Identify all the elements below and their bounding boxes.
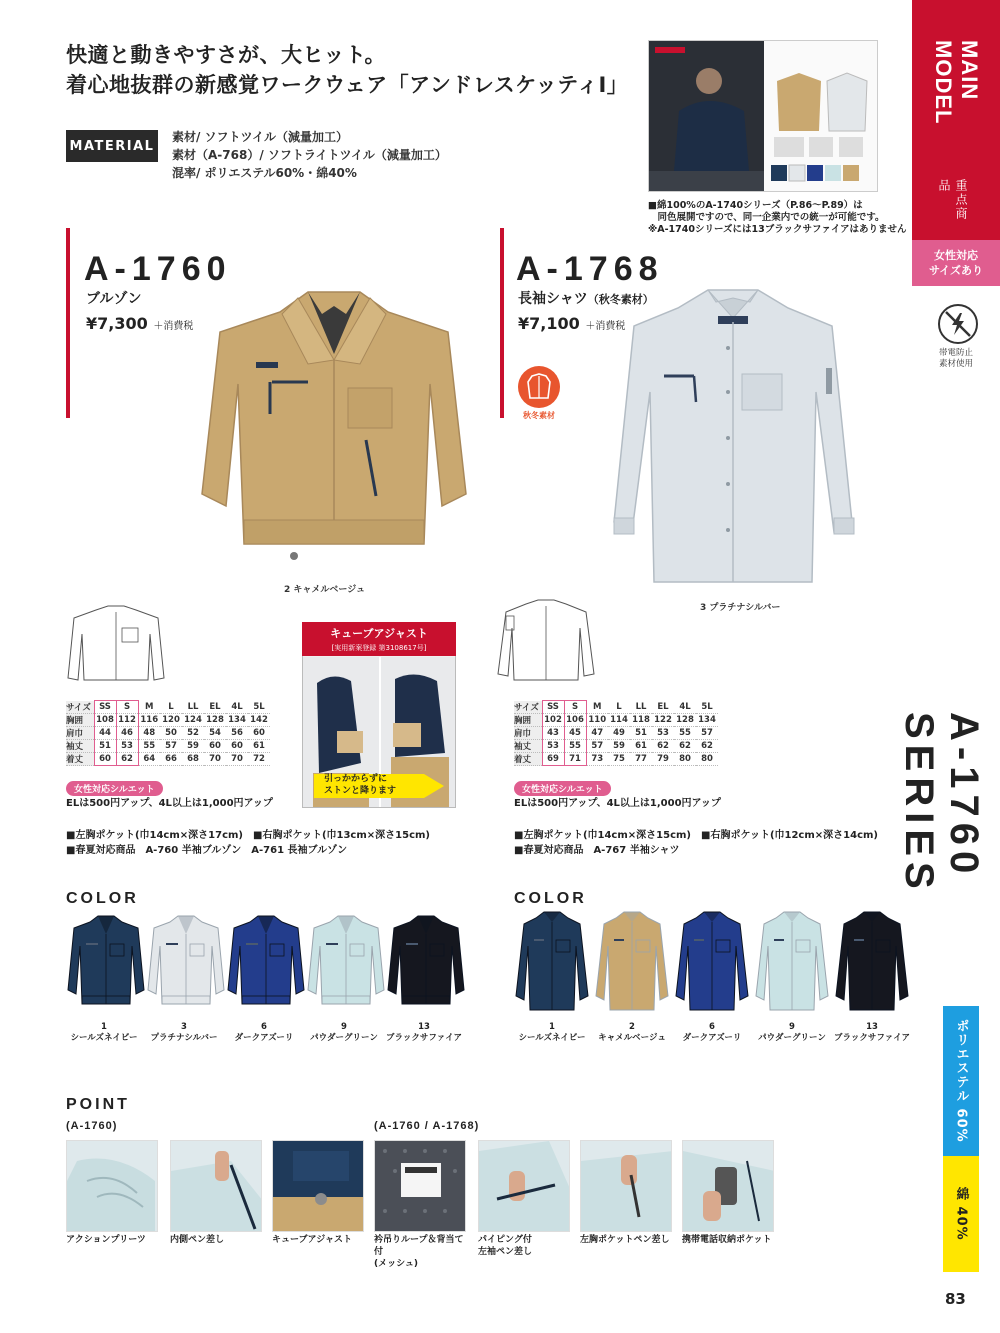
color-swatch-image: [594, 910, 670, 1018]
color-number: 6: [261, 1022, 267, 1032]
shirt-color-row: [512, 910, 912, 1054]
ladies-silhouette-tag: [514, 777, 611, 796]
thumbnail-note: [648, 200, 907, 236]
size-header-row: [66, 701, 270, 714]
size-cell: 52: [182, 727, 204, 740]
color-swatch: [592, 910, 672, 1050]
size-cell: 肩巾: [66, 727, 94, 740]
size-cell: 80: [674, 753, 696, 766]
size-cell: 着丈: [514, 753, 542, 766]
size-cell: 59: [182, 740, 204, 753]
point-photo: [580, 1140, 672, 1232]
shirt-season-icon: [518, 366, 560, 408]
size-row: [66, 753, 270, 766]
size-header-cell: サイズ: [514, 701, 542, 714]
color-swatch-image: [674, 910, 750, 1018]
size-cell: 55: [138, 740, 160, 753]
point-group-label: (A-1760): [66, 1120, 118, 1132]
color-swatch-image: [754, 910, 830, 1018]
point-photo: [682, 1140, 774, 1232]
blouson-line-drawing: [66, 604, 166, 686]
caption-num: 2: [284, 585, 291, 595]
cube-arrow-line: 引っかからずに: [324, 774, 388, 784]
size-cell: 70: [226, 753, 248, 766]
size-cell: 55: [564, 740, 586, 753]
page-number: 83: [945, 1290, 966, 1308]
color-swatch-image: [306, 914, 386, 1014]
size-cell: 75: [608, 753, 630, 766]
size-row: [514, 740, 718, 753]
cube-arrow-line: ストンと降ります: [324, 786, 397, 796]
size-cell: 44: [94, 727, 116, 740]
point-label: (メッシュ): [374, 1259, 419, 1269]
cube-registration: [実用新案登録 第3108617号]: [331, 644, 427, 652]
blouson-color-row: [64, 914, 464, 1054]
size-cell: 54: [204, 727, 226, 740]
series-title: A-1760 SERIES: [897, 712, 986, 895]
size-cell: 60: [226, 740, 248, 753]
size-cell: 胸囲: [66, 714, 94, 727]
shirt-image: [600, 282, 866, 592]
point-photo: [66, 1140, 158, 1232]
color-number: 13: [418, 1022, 430, 1032]
size-header-cell: LL: [630, 701, 652, 714]
color-number: 1: [549, 1022, 555, 1032]
blouson-image: [198, 284, 470, 574]
size-cell: 110: [586, 714, 608, 727]
color-name: ダークアズーリ: [234, 1033, 294, 1043]
antistatic-icon: [938, 304, 978, 344]
size-row: [514, 727, 718, 740]
price-tax: ＋消費税: [153, 321, 194, 332]
image-caption: [700, 600, 780, 613]
ladies-silhouette-tag: [66, 777, 163, 796]
size-header-row: [514, 701, 718, 714]
size-cell: 47: [586, 727, 608, 740]
size-cell: 50: [160, 727, 182, 740]
product-name: ブルゾン: [86, 291, 142, 307]
color-name: シールズネイビー: [518, 1033, 586, 1043]
point-label: 左袖ペン差し: [478, 1247, 533, 1257]
size-cell: 62: [674, 740, 696, 753]
size-cell: 142: [248, 714, 270, 727]
color-swatch-image: [226, 914, 306, 1014]
caption-name: プラチナシルバー: [709, 603, 781, 613]
size-cell: 102: [542, 714, 564, 727]
season-badge-label: 秋冬素材: [523, 411, 555, 420]
color-name: シールズネイビー: [70, 1033, 138, 1043]
material-badge: MATERIAL: [66, 130, 158, 162]
size-cell: 60: [204, 740, 226, 753]
color-name: ダークアズーリ: [682, 1033, 742, 1043]
size-note: ELは500円アップ、4L以上は1,000円アップ: [66, 798, 273, 809]
ladies-size-line: 女性対応: [934, 249, 978, 262]
size-cell: 43: [542, 727, 564, 740]
color-swatch: [384, 914, 464, 1054]
spec-line: ■左胸ポケット(巾14cm×深さ15cm) ■右胸ポケット(巾12cm×深さ14cm): [514, 830, 878, 841]
point-label: 内側ペン差し: [170, 1235, 225, 1245]
point-title: POINT: [66, 1096, 130, 1113]
color-swatch-image: [514, 910, 590, 1018]
size-cell: 128: [674, 714, 696, 727]
point-photo: [478, 1140, 570, 1232]
size-header-cell: L: [608, 701, 630, 714]
point-label: 衿吊りループ＆背当て付: [374, 1235, 464, 1257]
size-header-cell: 4L: [674, 701, 696, 714]
point-label: キューブアジャスト: [272, 1235, 353, 1245]
size-header-cell: SS: [542, 701, 564, 714]
price-value: ¥7,100: [518, 314, 580, 333]
size-cell: 68: [182, 753, 204, 766]
size-cell: 118: [630, 714, 652, 727]
size-cell: 122: [652, 714, 674, 727]
size-header-cell: S: [116, 701, 138, 714]
size-cell: 53: [116, 740, 138, 753]
size-cell: 61: [248, 740, 270, 753]
point-item: [682, 1140, 778, 1246]
size-cell: 69: [542, 753, 564, 766]
size-cell: 57: [160, 740, 182, 753]
size-row: [66, 740, 270, 753]
point-item: [374, 1140, 470, 1270]
thumbnail-note-line: 同色展開ですので、同一企業内での統一が可能です。: [648, 212, 885, 223]
point-item: [580, 1140, 676, 1246]
size-header-cell: サイズ: [66, 701, 94, 714]
size-cell: 袖丈: [66, 740, 94, 753]
size-header-cell: M: [138, 701, 160, 714]
size-header-cell: L: [160, 701, 182, 714]
color-name: キャメルベージュ: [598, 1033, 666, 1043]
size-cell: 51: [94, 740, 116, 753]
point-gallery: [66, 1140, 926, 1280]
caption-num: 3: [700, 603, 707, 613]
shirt-line-drawing: [496, 598, 596, 684]
point-item: [478, 1140, 574, 1258]
size-cell: 59: [608, 740, 630, 753]
size-cell: 着丈: [66, 753, 94, 766]
product-name-sub: （秋冬素材）: [587, 293, 654, 306]
color-swatch-image: [386, 914, 466, 1014]
material-lines: [172, 128, 447, 182]
size-cell: 134: [226, 714, 248, 727]
size-cell: 70: [204, 753, 226, 766]
color-number: 1: [101, 1022, 107, 1032]
size-cell: 57: [586, 740, 608, 753]
size-header-cell: 4L: [226, 701, 248, 714]
size-header-cell: LL: [182, 701, 204, 714]
color-swatch: [144, 914, 224, 1054]
size-cell: 55: [674, 727, 696, 740]
headline-line-1: 快適と動きやすさが、大ヒット。: [66, 43, 386, 67]
color-swatch: [304, 914, 384, 1054]
size-cell: 66: [160, 753, 182, 766]
size-cell: 116: [138, 714, 160, 727]
point-label: 携帯電話収納ポケット: [682, 1235, 772, 1245]
material-line: 素材/ ソフトツイル（減量加工）: [172, 130, 348, 144]
product-name-main: 長袖シャツ: [518, 291, 588, 307]
catalog-thumbnail: [648, 40, 878, 192]
size-cell: 77: [630, 753, 652, 766]
point-label: パイピング付: [478, 1235, 532, 1245]
spec-line: ■春夏対応商品 A-767 半袖シャツ: [514, 845, 680, 856]
point-group-label: (A-1760 / A-1768): [374, 1120, 480, 1132]
size-cell: 80: [696, 753, 718, 766]
size-cell: 64: [138, 753, 160, 766]
point-label: 左胸ポケットペン差し: [580, 1235, 670, 1245]
ladies-tag: 女性対応シルエット: [514, 781, 611, 796]
color-number: 13: [866, 1022, 878, 1032]
size-cell: 128: [204, 714, 226, 727]
size-cell: 62: [696, 740, 718, 753]
size-row: [514, 714, 718, 727]
main-model-title: MAIN MODEL: [931, 40, 982, 125]
size-header-cell: SS: [94, 701, 116, 714]
size-header-cell: S: [564, 701, 586, 714]
spec-block: [66, 828, 430, 858]
color-number: 6: [709, 1022, 715, 1032]
size-cell: 62: [116, 753, 138, 766]
ladies-size-badge: [912, 240, 1000, 286]
size-table: [514, 700, 718, 766]
caption-name: キャメルベージュ: [293, 585, 366, 595]
color-title: COLOR: [514, 890, 587, 907]
price-value: ¥7,300: [86, 314, 148, 333]
color-number: 3: [181, 1022, 187, 1032]
size-cell: 袖丈: [514, 740, 542, 753]
point-photo: [272, 1140, 364, 1232]
color-name: ブラックサファイア: [834, 1033, 910, 1043]
size-cell: 53: [652, 727, 674, 740]
main-model-label: [912, 40, 1000, 230]
size-cell: 46: [116, 727, 138, 740]
size-cell: 53: [542, 740, 564, 753]
size-cell: 73: [586, 753, 608, 766]
color-title: COLOR: [66, 890, 139, 907]
ladies-size-line: サイズあり: [928, 264, 984, 277]
antistatic-line: 素材使用: [938, 359, 973, 369]
point-label: アクションプリーツ: [66, 1235, 146, 1245]
color-number: 9: [789, 1022, 795, 1032]
color-swatch: [832, 910, 912, 1050]
color-swatch: [224, 914, 304, 1054]
cube-title: キューブアジャスト: [330, 627, 428, 640]
size-table: [66, 700, 270, 766]
image-caption: [284, 582, 365, 595]
size-header-cell: 5L: [248, 701, 270, 714]
point-photo: [374, 1140, 466, 1232]
size-header-cell: 5L: [696, 701, 718, 714]
size-cell: 49: [608, 727, 630, 740]
size-cell: 61: [630, 740, 652, 753]
size-header-cell: EL: [204, 701, 226, 714]
size-cell: 120: [160, 714, 182, 727]
size-row: [514, 753, 718, 766]
size-cell: 56: [226, 727, 248, 740]
cotton-band: 綿 40%: [943, 1156, 979, 1272]
antistatic-label: [912, 348, 1000, 370]
color-swatch: [512, 910, 592, 1050]
product-code: A-1768: [516, 250, 664, 288]
spec-line: ■左胸ポケット(巾14cm×深さ17cm) ■右胸ポケット(巾13cm×深さ15cm): [66, 830, 430, 841]
size-row: [66, 714, 270, 727]
color-swatch: [64, 914, 144, 1054]
antistatic-line: 帯電防止: [938, 348, 973, 358]
headline-line-2: 着心地抜群の新感覚ワークウェア「アンドレスケッティI」: [66, 73, 629, 97]
size-cell: 106: [564, 714, 586, 727]
size-cell: 72: [248, 753, 270, 766]
size-cell: 51: [630, 727, 652, 740]
color-name: パウダーグリーン: [758, 1033, 826, 1043]
product-accent-bar: [500, 228, 504, 418]
size-cell: 60: [248, 727, 270, 740]
size-header-cell: M: [586, 701, 608, 714]
size-cell: 114: [608, 714, 630, 727]
size-row: [66, 727, 270, 740]
color-name: プラチナシルバー: [150, 1033, 218, 1043]
material-line: 混率/ ポリエステル60%・綿40%: [172, 166, 357, 180]
color-swatch-image: [834, 910, 910, 1018]
size-cell: 60: [94, 753, 116, 766]
color-swatch: [752, 910, 832, 1050]
color-swatch: [672, 910, 752, 1050]
size-cell: 71: [564, 753, 586, 766]
cube-adjust-header: [302, 622, 456, 656]
spec-line: ■春夏対応商品 A-760 半袖ブルゾン A-761 長袖ブルゾン: [66, 845, 348, 856]
size-cell: 134: [696, 714, 718, 727]
point-photo: [170, 1140, 262, 1232]
size-note: ELは500円アップ、4L以上は1,000円アップ: [514, 798, 721, 809]
color-swatch-image: [146, 914, 226, 1014]
point-item: [272, 1140, 368, 1246]
material-line: 素材（A-768）/ ソフトライトツイル（減量加工）: [172, 148, 447, 162]
price-tax: ＋消費税: [585, 321, 626, 332]
product-price: [86, 314, 193, 333]
size-cell: 57: [696, 727, 718, 740]
size-cell: 胸囲: [514, 714, 542, 727]
product-code: A-1760: [84, 250, 232, 288]
color-name: ブラックサファイア: [386, 1033, 462, 1043]
size-cell: 112: [116, 714, 138, 727]
thumbnail-note-line: ■綿100%のA-1740シリーズ（P.86〜P.89）は: [648, 200, 863, 211]
product-accent-bar: [66, 228, 70, 418]
size-cell: 62: [652, 740, 674, 753]
point-item: [66, 1140, 162, 1246]
size-cell: 肩巾: [514, 727, 542, 740]
point-item: [170, 1140, 266, 1246]
color-name: パウダーグリーン: [310, 1033, 378, 1043]
thumbnail-note-line: ※A-1740シリーズには13ブラックサファイアはありません: [648, 224, 907, 235]
size-cell: 79: [652, 753, 674, 766]
color-swatch-image: [66, 914, 146, 1014]
cube-arrow-callout: [314, 772, 444, 800]
size-header-cell: EL: [652, 701, 674, 714]
spec-block: [514, 828, 878, 858]
headline: [66, 40, 628, 100]
color-number: 2: [629, 1022, 635, 1032]
ladies-tag: 女性対応シルエット: [66, 781, 163, 796]
polyester-band: ポリエステル 60%: [943, 1006, 979, 1156]
size-cell: 124: [182, 714, 204, 727]
color-number: 9: [341, 1022, 347, 1032]
main-model-sub: 重点商品: [937, 178, 968, 221]
size-cell: 108: [94, 714, 116, 727]
size-cell: 48: [138, 727, 160, 740]
size-cell: 45: [564, 727, 586, 740]
